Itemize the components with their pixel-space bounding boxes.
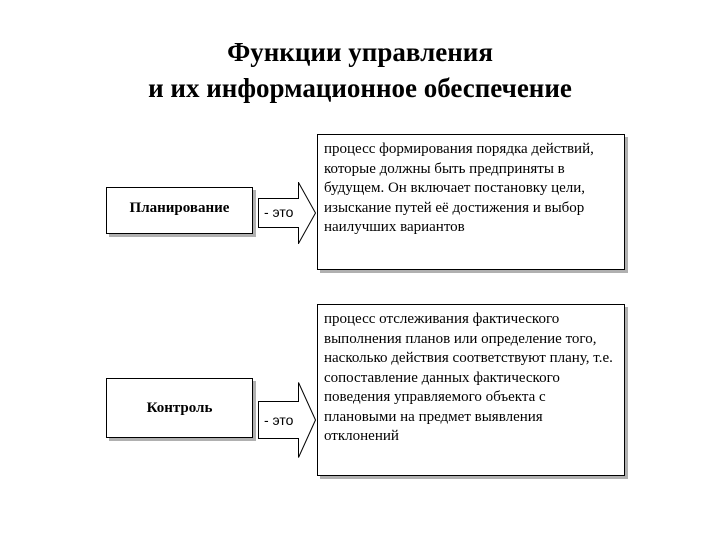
definition-text-planning: процесс формирования порядка действий, которые должны быть предприняты в будущем. Он включает постановку цели, изыскание путей её достижения и выбор наилучших вариантов bbox=[324, 141, 594, 235]
page-title bbox=[0, 34, 720, 106]
term-label-planning: Планирование bbox=[129, 200, 230, 216]
arrow-control bbox=[258, 382, 316, 458]
definition-box-control bbox=[317, 304, 625, 476]
arrow-planning bbox=[258, 182, 316, 244]
connector-label: - это bbox=[264, 204, 294, 220]
definition-box-planning bbox=[317, 134, 625, 270]
title-line-2: и их информационное обеспечение bbox=[148, 73, 572, 103]
term-box-control bbox=[106, 378, 253, 438]
definition-text-control: процесс отслеживания фактического выполнения планов или определение того, насколько действия соответствуют плану, т.е. сопоставление данных фактического поведения управляемого объекта с плановыми на предмет выявления отклонений bbox=[324, 311, 613, 444]
title-line-1: Функции управления bbox=[227, 37, 493, 67]
term-label-control: Контроль bbox=[146, 400, 213, 416]
term-box-planning bbox=[106, 187, 253, 234]
connector-label: - это bbox=[264, 412, 294, 428]
